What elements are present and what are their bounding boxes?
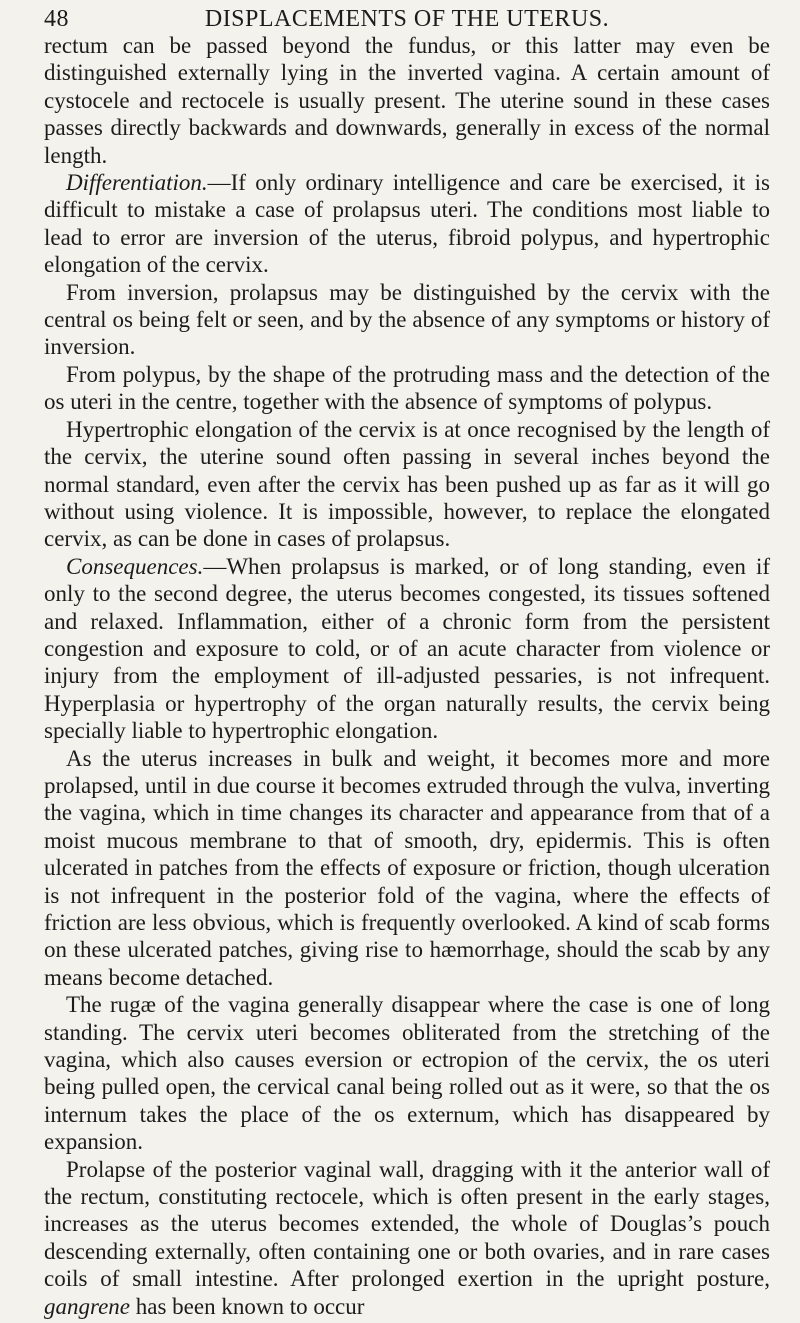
paragraph: As the uterus increases in bulk and weight, it becomes more and more prolapsed, until in due course it becomes extruded through the vulva, inverting the vagina, which in time changes its character and appearance from that of a moist mucous membrane to that of smooth, dry, epidermis. This is often ulcerated in patches from the effects of exposure or friction, though ulceration is not infrequent in the posterior fold of the vagina, where the effects of friction are less obvious, which is frequently overlooked. A kind of scab forms on these ulcerated patches, giving rise to hæmorrhage, should the scab by any means become detached. — [44, 745, 770, 990]
paragraph-consequences: Consequences.—When prolapsus is marked, or of long standing, even if only to the second degree, the uterus becomes congested, its tissues softened and relaxed. Inflammation, either of a chronic form from the persistent congestion and exposure to cold, or of an acute character from violence or injury from the employment of ill-adjusted pessaries, is not infrequent. Hyperplasia or hypertrophy of the organ naturally results, the cervix being specially liable to hypertrophic elongation. — [44, 553, 770, 744]
paragraph: rectum can be passed beyond the fundus, or this latter may even be distinguished externally lying in the inverted vagina. A certain amount of cystocele and rectocele is usually present. The uterine sound in these cases passes directly backwards and downwards, generally in excess of the normal length. — [44, 33, 770, 168]
section-heading: Differentiation. — [66, 170, 208, 196]
running-title: DISPLACEMENTS OF THE UTERUS. — [204, 6, 610, 32]
paragraph: Prolapse of the posterior vaginal wall, dragging with it the anterior wall of the rectum, constituting rectocele, which is often present in the early stages, increases as the uterus becomes extended, the whole of Douglas’s pouch descending externally, often containing one or both ovaries, and in rare cases coils of small intestine. After prolonged exertion in the upright posture, gangrene has been known to occur — [44, 1156, 770, 1319]
paragraph: From inversion, prolapsus may be distinguished by the cervix with the central os being felt or seen, and by the absence of any symptoms or history of inversion. — [44, 279, 770, 360]
page-number: 48 — [44, 6, 69, 32]
paragraph-differentiation: Differentiation.—If only ordinary intelligence and care be exercised, it is difficult to mistake a case of prolapsus uteri. The conditions most liable to lead to error are inversion of the uterus, fibroid polypus, and hypertrophic elongation of the cervix. — [44, 170, 770, 278]
paragraph: Hypertrophic elongation of the cervix is at once recognised by the length of the cervix, the uterine sound often passing in several inches beyond the normal standard, even after the cervix has been pushed up as far as it will go without using violence. It is impossible, however, to replace the elongated cervix, as can be done in cases of prolapsus. — [44, 416, 770, 552]
paragraph: From polypus, by the shape of the protruding mass and the detection of the os uteri in the centre, together with the absence of symptoms of polypus. — [44, 361, 770, 415]
section-heading: Consequences. — [66, 553, 204, 579]
paragraph: The rugæ of the vagina generally disappear where the case is one of long standing. The cervix uteri becomes obliterated from the stretching of the vagina, which also causes eversion or ectropion of the cervix, the os uteri being pulled open, the cervical canal being rolled out as it were, so that the os internum takes the place of the os externum, which has disappeared by expansion. — [44, 992, 770, 1155]
running-header — [44, 4, 770, 34]
emphasis-word: gangrene — [44, 1293, 131, 1319]
body-text — [44, 32, 770, 1320]
